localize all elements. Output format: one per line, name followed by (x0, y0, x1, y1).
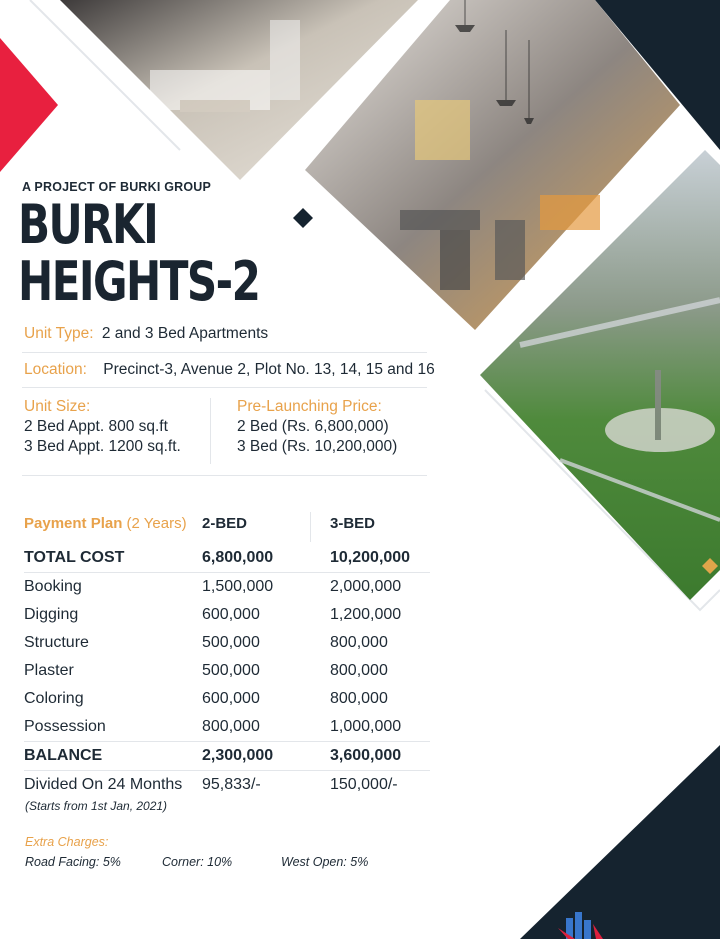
row-3bed: 1,000,000 (330, 713, 430, 742)
row-2bed: 500,000 (202, 662, 260, 679)
row-label: Booking (24, 578, 82, 595)
divider (22, 387, 427, 388)
row-label: Divided On 24 Months (24, 776, 183, 793)
location-value: Precinct-3, Avenue 2, Plot No. 13, 14, 15 and 16 (103, 361, 435, 378)
vertical-divider (210, 398, 211, 464)
row-3bed: 800,000 (330, 662, 388, 679)
row-3bed: 800,000 (330, 690, 388, 707)
table-row (24, 657, 430, 685)
row-label: Coloring (24, 690, 84, 707)
price-label: Pre-Launching Price: (237, 398, 382, 415)
row-2bed: 1,500,000 (202, 578, 274, 595)
navy-diamond (293, 208, 313, 228)
row-label: Structure (24, 634, 89, 651)
extra-west-open: West Open: 5% (281, 855, 369, 869)
title-line-2: HEIGHTS-2 (18, 250, 260, 313)
row-3bed: 150,000/- (330, 776, 398, 793)
row-2bed: 2,300,000 (202, 742, 330, 771)
unit-type-value: 2 and 3 Bed Apartments (101, 325, 269, 342)
divider (22, 352, 427, 353)
row-3bed: 10,200,000 (330, 544, 430, 573)
table-row (24, 601, 430, 629)
row-2bed: 95,833/- (202, 776, 261, 793)
row-2bed: 800,000 (202, 713, 330, 742)
table-row (24, 713, 430, 742)
table-row (24, 629, 430, 657)
row-2bed: 600,000 (202, 690, 260, 707)
table-row (24, 544, 430, 573)
price-3bed: 3 Bed (Rs. 10,200,000) (237, 438, 398, 455)
payment-plan-duration: (2 Years) (126, 514, 187, 532)
row-3bed: 2,000,000 (330, 578, 402, 595)
unit-type-row (24, 325, 268, 343)
row-label: Plaster (24, 662, 74, 679)
row-3bed: 3,600,000 (330, 742, 430, 771)
unit-type-label: Unit Type: (24, 325, 94, 342)
table-row (24, 573, 430, 602)
location-label: Location: (24, 361, 87, 378)
col-2bed-header: 2-BED (202, 514, 248, 532)
price-block (237, 397, 397, 457)
start-note: (Starts from 1st Jan, 2021) (25, 799, 168, 813)
extra-charges-label: Extra Charges: (25, 835, 109, 849)
row-3bed: 1,200,000 (330, 606, 402, 623)
row-label: BALANCE (24, 742, 202, 771)
unit-size-2bed: 2 Bed Appt. 800 sq.ft (24, 418, 168, 435)
price-2bed: 2 Bed (Rs. 6,800,000) (237, 418, 389, 435)
title-line-1: BURKI (18, 193, 158, 256)
unit-size-label: Unit Size: (24, 398, 91, 415)
payment-plan-label: Payment Plan (24, 514, 123, 532)
table-row (24, 771, 430, 800)
table-row (24, 685, 430, 713)
unit-size-3bed: 3 Bed Appt. 1200 sq.ft. (24, 438, 181, 455)
extra-road-facing: Road Facing: 5% (25, 855, 121, 869)
table-row (24, 742, 430, 771)
row-label: Possession (24, 713, 202, 742)
row-2bed: 500,000 (202, 634, 260, 651)
row-2bed: 600,000 (202, 606, 260, 623)
col-3bed-header: 3-BED (330, 514, 376, 532)
row-3bed: 800,000 (330, 634, 388, 651)
location-row (24, 361, 435, 379)
red-triangle (0, 38, 58, 172)
row-label: Digging (24, 606, 79, 623)
navy-corner-bottom (520, 745, 720, 939)
payment-header-row (24, 508, 430, 538)
row-2bed: 6,800,000 (202, 544, 330, 573)
project-kicker: A PROJECT OF BURKI GROUP (22, 180, 212, 194)
row-label: TOTAL COST (24, 544, 202, 573)
payment-plan-table (24, 508, 430, 799)
extra-corner: Corner: 10% (162, 855, 233, 869)
unit-size-block (24, 397, 181, 457)
divider (22, 475, 427, 476)
